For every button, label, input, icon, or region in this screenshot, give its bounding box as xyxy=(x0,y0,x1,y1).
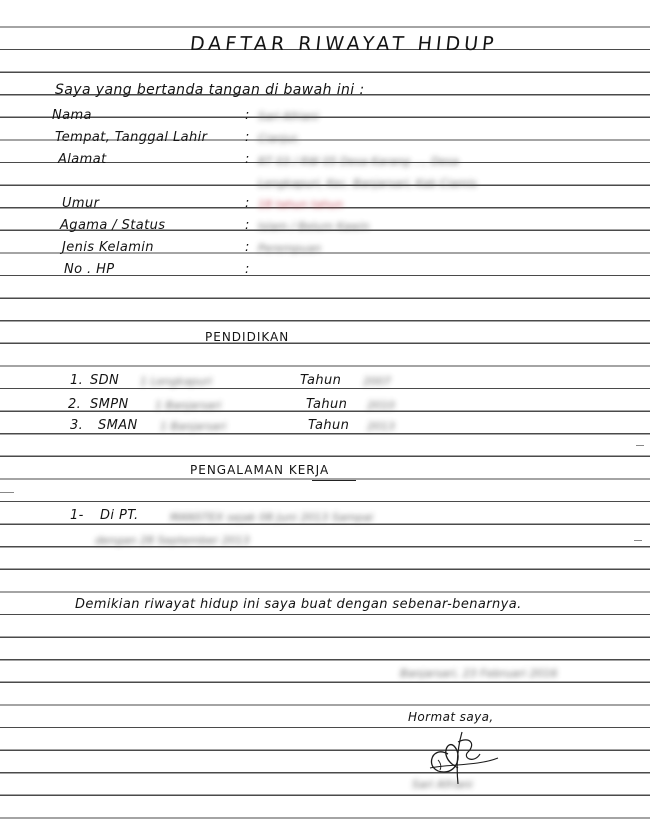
field-colon: : xyxy=(245,196,250,211)
education-heading: PENDIDIKAN xyxy=(205,330,290,344)
document-title: DAFTAR RIWAYAT HIDUP xyxy=(188,33,499,55)
field-value-ttl: Cianjur, xyxy=(258,132,300,145)
education-num-3: 3. xyxy=(70,418,84,433)
signer-name: Sari Afriani xyxy=(412,778,473,791)
education-detail-1: 1 Lengkapuri xyxy=(140,375,212,388)
education-year-3: 2013 xyxy=(367,420,395,433)
field-value-jenis-kelamin: Perempuan xyxy=(258,242,322,255)
experience-line-2: dengan 28 September 2013 xyxy=(95,534,250,547)
experience-heading-underline xyxy=(312,480,356,481)
field-colon: : xyxy=(245,108,250,123)
education-school-2: SMPN xyxy=(90,397,129,412)
margin-mark xyxy=(0,492,14,493)
field-label-ttl: Tempat, Tanggal Lahir xyxy=(55,130,208,145)
field-value-alamat-line2: Lengkapuri, Kec. Banjarsari, Kab Ciamis xyxy=(258,177,477,190)
education-year-2: 2010 xyxy=(367,399,395,412)
field-label-nama: Nama xyxy=(52,108,92,123)
education-year-label-1: Tahun xyxy=(300,373,342,388)
field-label-alamat: Alamat xyxy=(58,152,107,167)
place-date: Banjarsari, 23 Februari 2016 xyxy=(400,667,558,680)
field-value-agama-status: Islam / Belum Kawin xyxy=(258,220,370,233)
field-value-nama: Sari Afriani xyxy=(258,110,319,123)
field-label-umur: Umur xyxy=(62,196,100,211)
education-num-2: 2. xyxy=(68,397,82,412)
education-school-1: SDN xyxy=(90,373,120,388)
education-num-1: 1. xyxy=(70,373,84,388)
regards-text: Hormat saya, xyxy=(408,710,494,724)
education-year-label-2: Tahun xyxy=(306,397,348,412)
experience-num-1: 1- xyxy=(70,508,84,523)
education-year-1: 2007 xyxy=(363,375,391,388)
intro-text: Saya yang bertanda tangan di bawah ini : xyxy=(55,82,365,98)
margin-mark xyxy=(634,540,642,541)
field-label-jenis-kelamin: Jenis Kelamin xyxy=(62,240,154,255)
field-colon: : xyxy=(245,262,250,277)
field-colon: : xyxy=(245,152,250,167)
education-school-3: SMAN xyxy=(98,418,138,433)
experience-line-1: MANSTEX sejak 08 Juni 2013 Sampai xyxy=(170,511,374,524)
education-detail-2: 1 Banjarsari xyxy=(155,399,222,412)
education-year-label-3: Tahun xyxy=(308,418,350,433)
field-label-no-hp: No . HP xyxy=(64,262,115,277)
experience-heading: PENGALAMAN KERJA xyxy=(190,463,330,477)
field-value-umur: 18 tahun tahun xyxy=(258,198,343,211)
education-detail-3: 1 Banjarsari xyxy=(160,420,227,433)
field-colon: : xyxy=(245,218,250,233)
closing-statement: Demikian riwayat hidup ini saya buat dengan sebenar-benarnya. xyxy=(75,597,522,612)
field-colon: : xyxy=(245,240,250,255)
field-value-alamat-line1: RT 03 / RW 05 Desa Karang ..., Desa xyxy=(258,155,459,168)
field-label-agama-status: Agama / Status xyxy=(60,218,166,233)
experience-prefix: Di PT. xyxy=(100,508,139,523)
margin-mark xyxy=(636,445,644,446)
field-colon: : xyxy=(245,130,250,145)
